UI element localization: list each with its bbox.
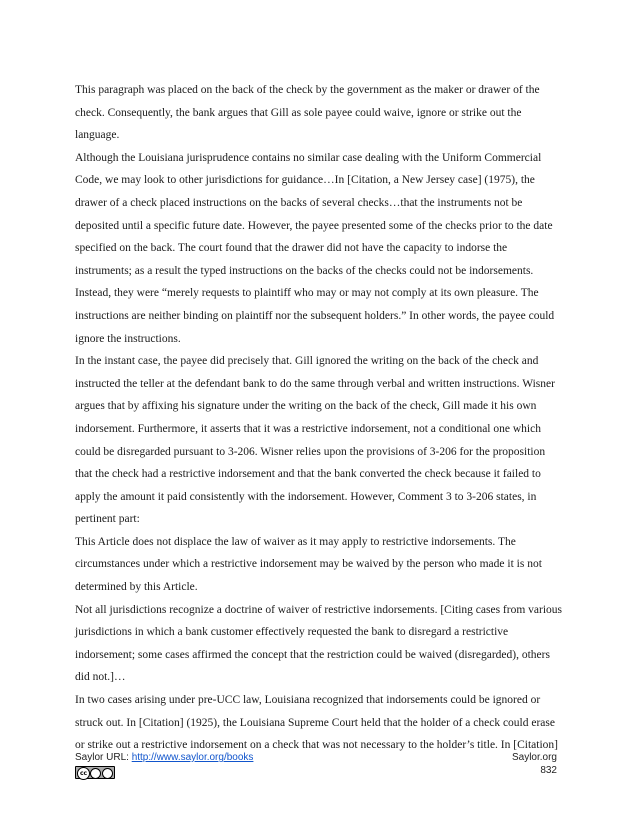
footer-right [512,752,557,777]
paragraph: This Article does not displace the law of waiver as it may apply to restrictive indorsements. The circumstances under which a restrictive indorsement may be waived by the person who made it is not determined by this Article. [75,535,542,594]
paragraph: Not all jurisdictions recognize a doctrine of waiver of restrictive indorsements. [Citing cases from various jurisdictions in which a bank customer effectively requested the bank to disregard a restrictive indorsement; some cases affirmed the concept that the restriction could be waived (disregarded), others did not.]… [75,603,563,684]
cc-sa-icon [102,768,113,779]
paragraph: In two cases arising under pre-UCC law, Louisiana recognized that indorsements could be ignored or struck out. In [Citation] (1925), the Louisiana Supreme Court held that the holder of a check could erase or strike out a restrictive indorsement on a check that was not necessary to the holder’s title. In [Citation] [75,694,558,752]
cc-by-icon [90,768,101,779]
footer-url-link[interactable]: http://www.saylor.org/books [131,752,254,763]
footer-url-label: Saylor URL: [75,752,132,763]
body-text [75,79,565,757]
page-footer [75,752,557,786]
paragraph: In the instant case, the payee did precisely that. Gill ignored the writing on the back of the check and instructed the teller at the defendant bank to do the same through verbal and written instructions. Wisner argues that by affixing his signature under the writing on the back of the check, Gill made it his own indorsement. Furthermore, it asserts that it was a restrictive indorsement, not a conditional one which could be disregarded pursuant to 3-206. Wisner relies upon the provisions of 3-206 for the proposition that the check had a restrictive indorsement and that the bank converted the check because it failed to apply the amount it paid consistently with the indorsement. However, Comment 3 to 3-206 states, in pertinent part: [75,355,555,526]
page-number: 832 [540,764,557,776]
footer-source [75,752,253,763]
cc-by-sa-icon[interactable] [75,766,115,779]
cc-logo-icon: cc [77,767,90,780]
paragraph: This paragraph was placed on the back of the check by the government as the maker or drawer of the check. Consequently, the bank argues that Gill as sole payee could waive, ignore or strike out the language. [75,84,540,142]
paragraph: Although the Louisiana jurisprudence contains no similar case dealing with the Uniform Commercial Code, we may look to other jurisdictions for guidance…In [Citation, a New Jersey case] (1975), the drawer of a check placed instructions on the backs of several checks…that the instruments not be deposited until a specific future date. However, the payee presented some of the checks prior to the date specified on the back. The court found that the drawer did not have the capacity to indorse the instruments; as a result the typed instructions on the backs of the checks could not be indorsements. Instead, they were “merely requests to plaintiff who may or may not comply at its own pleasure. The instructions are neither binding on plaintiff nor the subsequent holders.” In other words, the payee could ignore the instructions. [75,151,555,345]
footer-site: Saylor.org [511,752,557,763]
